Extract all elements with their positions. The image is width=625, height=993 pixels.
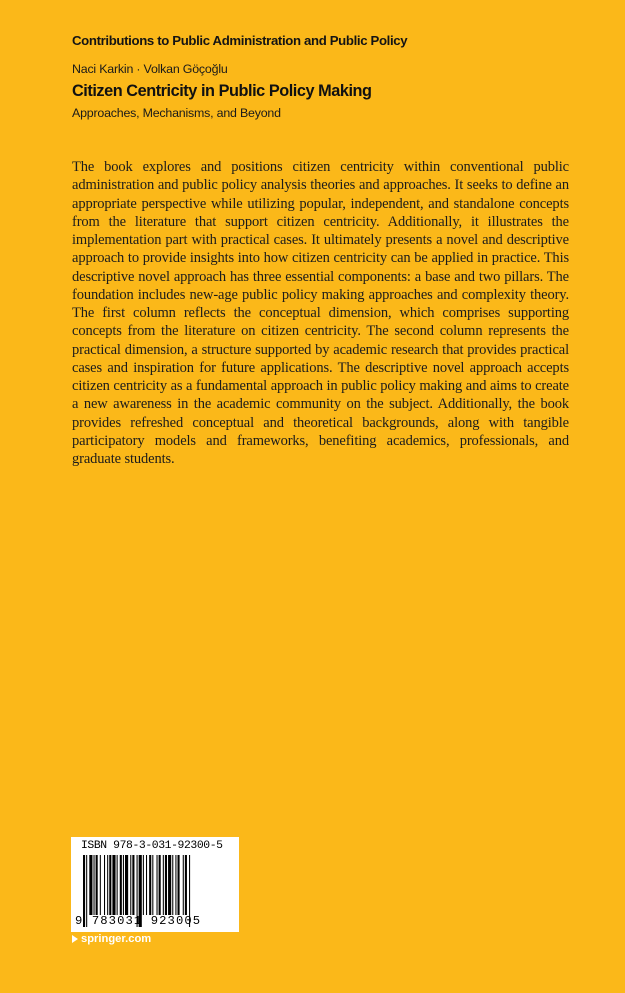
book-description: The book explores and positions citizen centricity within conventional public administration and public policy analysis theories and approaches. It seeks to define an appropriate perspective while utilizing popular, independent, and standalone concepts from the literature that support citizen centricity. Additionally, it illustrates the implementation part with practical cases. It ultimately presents a novel and descriptive approach to provide insights into how citizen centricity can be applied in practice. This descriptive novel approach has three essential components: a base and two pillars. The foundation includes new-age public policy making approaches and complexity theory. The first column reflects the conceptual dimension, which comprises supporting concepts from the literature on citizen centricity. The second column represents the practical dimension, a structure supported by academic research that provides practical cases and inspiration for future applications. The descriptive novel approach accepts citizen centricity as a fundamental approach in public policy making and aims to create a new awareness in the academic community on the subject. Additionally, the book provides refreshed conceptual and theoretical backgrounds, along with tangible participatory models and frameworks, benefiting academics, professionals, and graduate students. [72, 159, 569, 467]
book-subtitle: Approaches, Mechanisms, and Beyond [72, 106, 281, 120]
series-title: Contributions to Public Administration and Public Policy [72, 33, 408, 48]
authors: Naci Karkin · Volkan Göçoğlu [72, 62, 228, 76]
springer-link[interactable] [72, 933, 151, 945]
arrow-right-icon [72, 935, 78, 943]
isbn-label: ISBN 978-3-031-92300-5 [81, 840, 223, 852]
springer-link-label: springer.com [81, 933, 152, 945]
book-title: Citizen Centricity in Public Policy Making [72, 82, 372, 100]
isbn-barcode-box [71, 837, 239, 932]
barcode-digits: 9 783031 923005 [75, 914, 202, 928]
